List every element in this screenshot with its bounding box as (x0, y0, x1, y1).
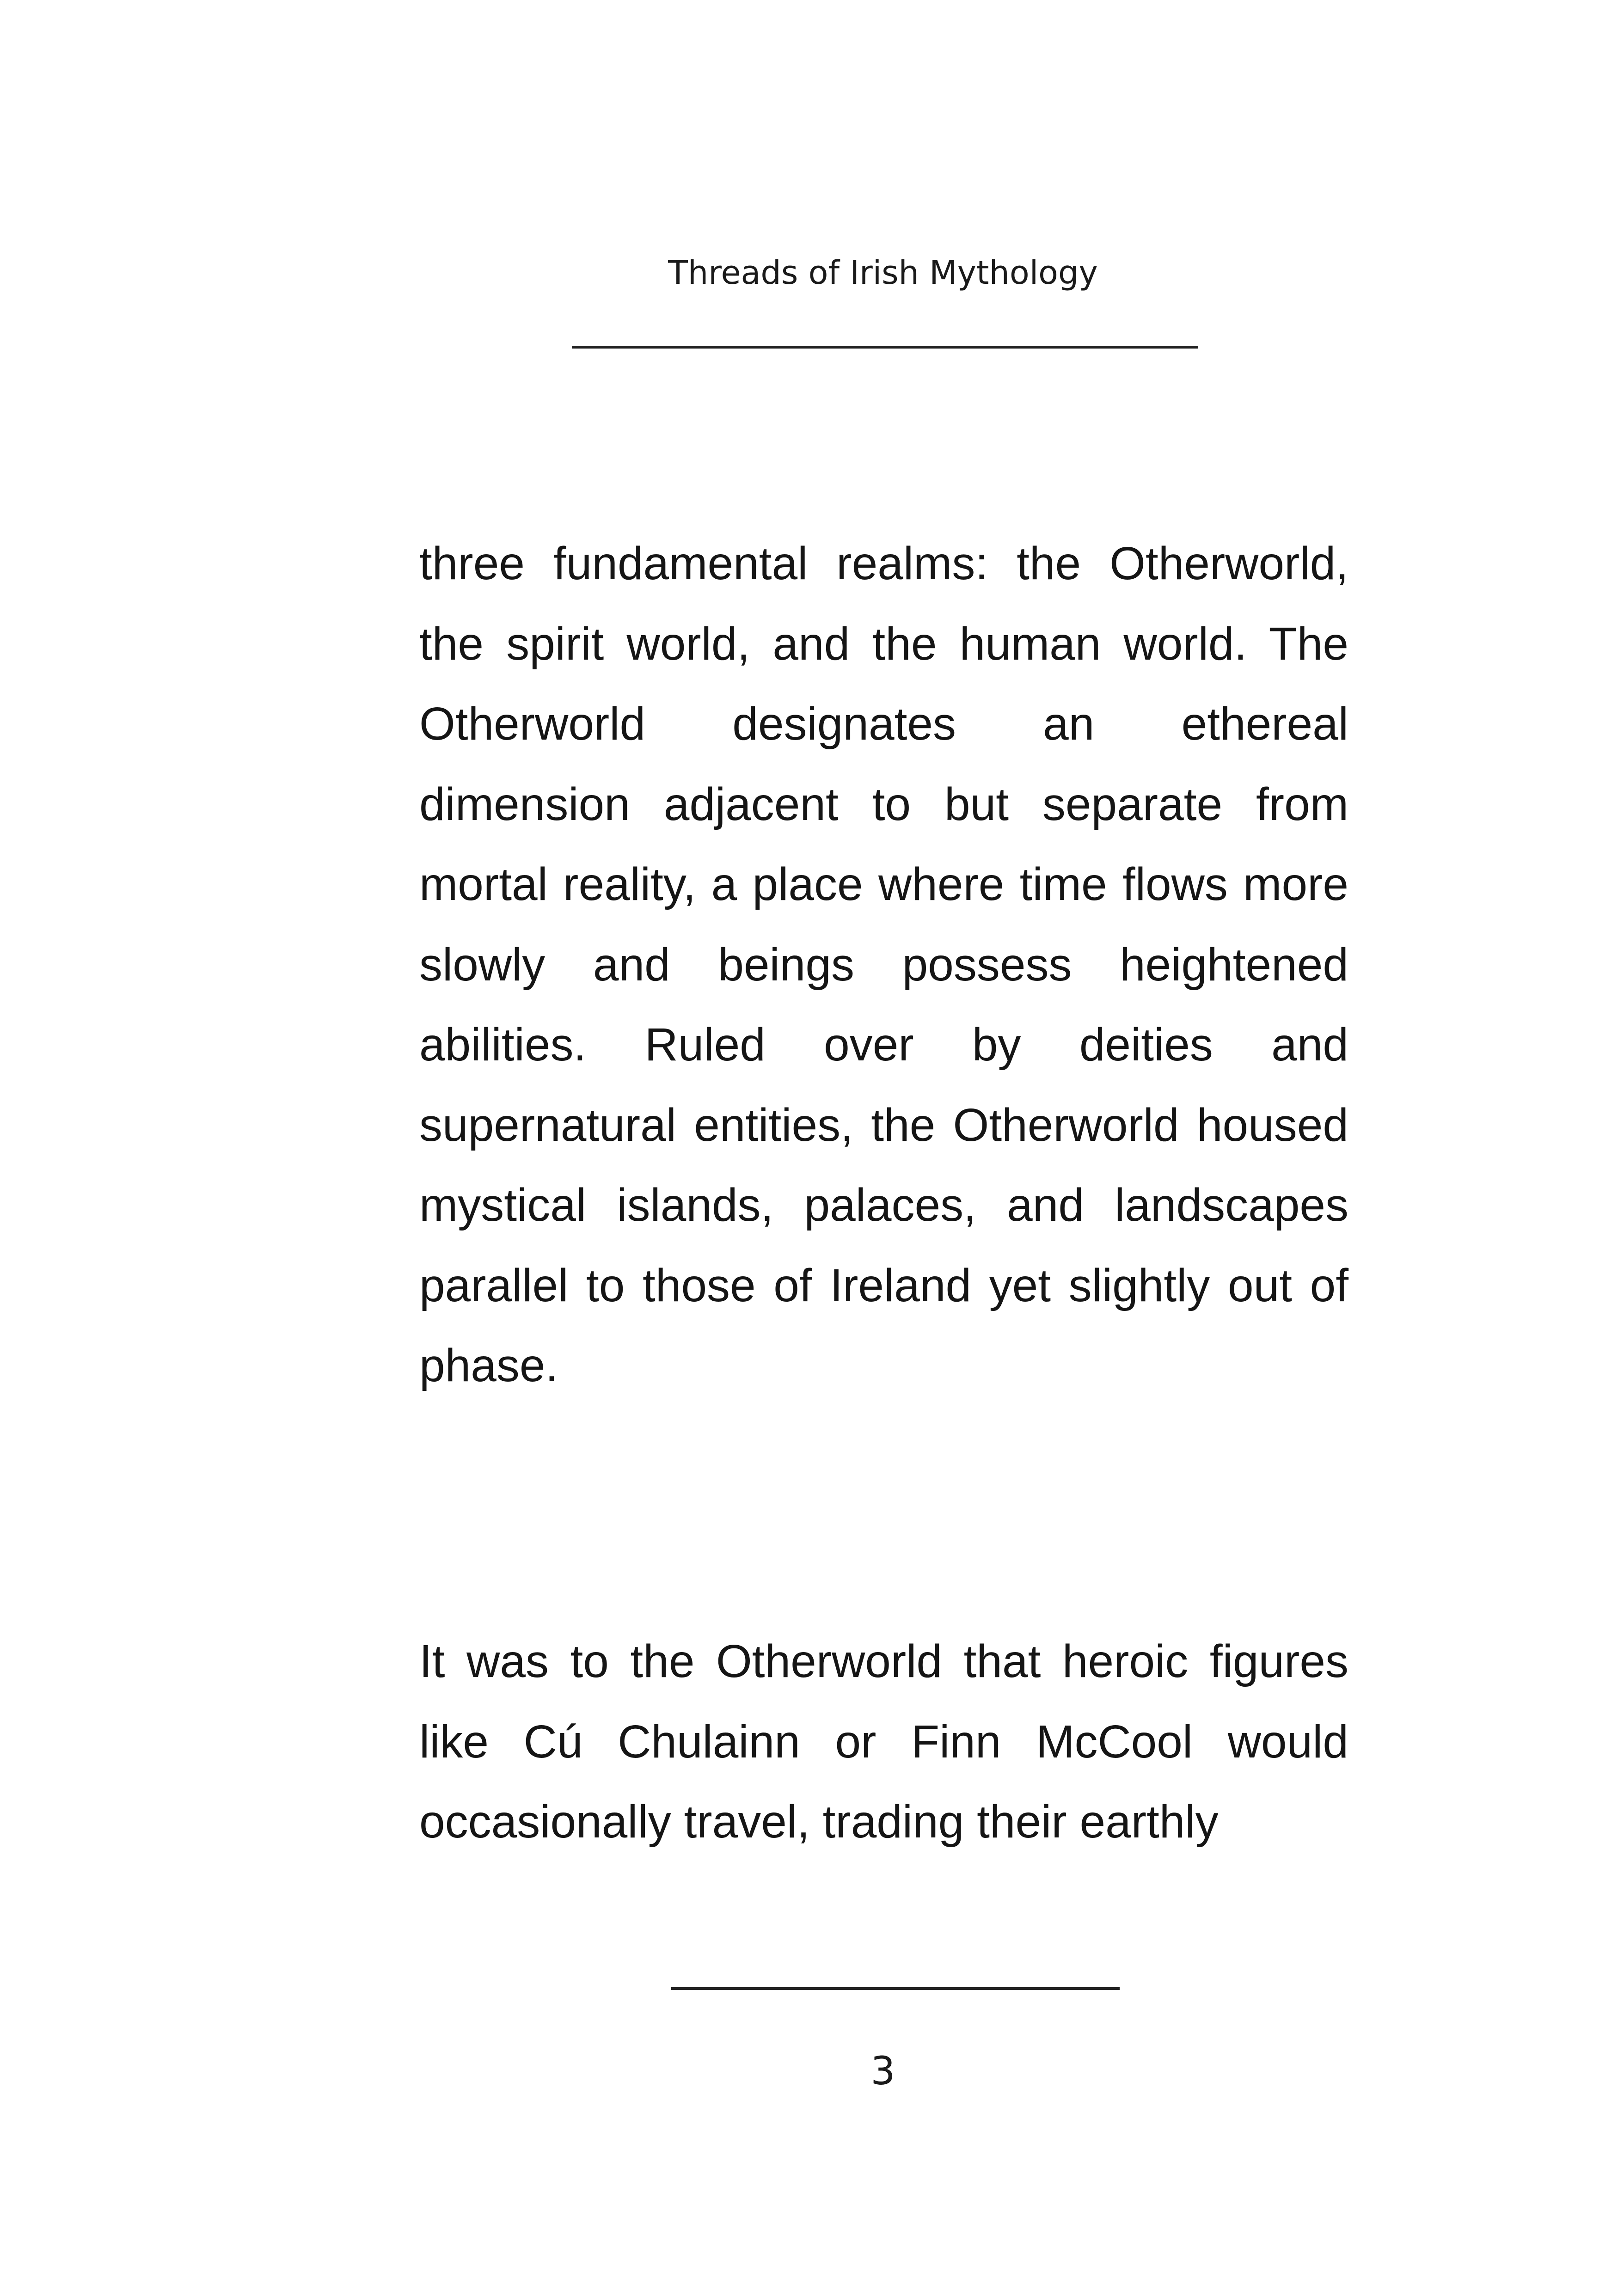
header-divider (572, 346, 1198, 349)
running-title: Threads of Irish Mythology (668, 254, 1098, 292)
footer-divider (671, 1987, 1120, 1990)
body-paragraph: three fundamental realms: the Otherworld, the spirit world, and the human world. The Otherworld designates an ethereal dimension adjacent to but separate from mortal reality, a place where time flows more slowly and beings possess heightened abilities. Ruled over by deities and supernatural entities, the Otherworld housed mystical islands, palaces, and landscapes parallel to those of Ireland yet slightly out of phase. (419, 538, 1348, 1391)
body-paragraph: It was to the Otherworld that heroic figures like Cú Chulainn or Finn McCool would occasionally travel, trading their earthly (419, 1635, 1348, 1848)
page-number: 3 (870, 2048, 895, 2094)
